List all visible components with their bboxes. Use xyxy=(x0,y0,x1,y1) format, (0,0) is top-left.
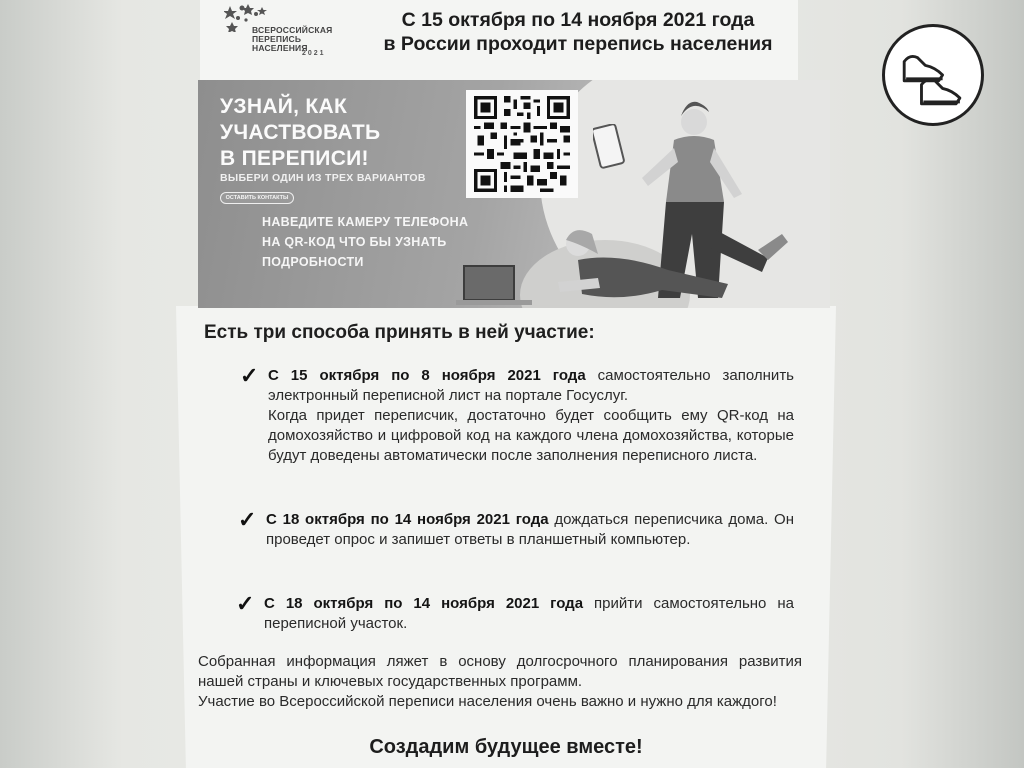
slogan: Создадим будущее вместе! xyxy=(369,736,643,758)
banner-title-line-2: УЧАСТВОВАТЬ xyxy=(220,121,381,144)
qr-code[interactable] xyxy=(466,90,578,198)
option-2-text xyxy=(266,510,794,550)
banner-title xyxy=(220,94,380,172)
option-2-description: дождаться переписчика дома. Он проведет опрос и запишет ответы в планшетный компьютер. xyxy=(266,511,794,548)
option-2-dates: С 18 октября по 14 ноября 2021 года xyxy=(266,511,549,528)
leave-contacts-button[interactable]: ОСТАВИТЬ КОНТАКТЫ xyxy=(220,192,294,204)
banner-title-line-3: В ПЕРЕПИСИ! xyxy=(220,147,369,170)
banner-subtitle: ВЫБЕРИ ОДИН ИЗ ТРЕХ ВАРИАНТОВ xyxy=(220,172,426,184)
checkmark-icon: ✓ xyxy=(240,363,259,388)
closing-line-2: Участие во Всероссийской переписи населения очень важно и нужно для каждого! xyxy=(198,693,777,710)
section-title: Есть три способа принять в ней участие: xyxy=(204,322,595,343)
camera-line-2: НА QR-КОД ЧТО БЫ УЗНАТЬ xyxy=(262,235,447,249)
camera-line-3: ПОДРОБНОСТИ xyxy=(262,255,364,269)
option-3-text xyxy=(264,594,794,634)
option-1 xyxy=(240,363,794,466)
sneakers-icon xyxy=(885,27,981,123)
option-1-description: самостоятельно заполнить электронный переписной лист на портале Госуслуг. xyxy=(268,367,794,404)
logo-line-1: ВСЕРОССИЙСКАЯ xyxy=(252,25,333,35)
logo-line-3: НАСЕЛЕНИЯ xyxy=(252,43,308,53)
logo-line-2: ПЕРЕПИСЬ xyxy=(252,34,302,44)
option-1-text xyxy=(268,366,794,406)
leaflet xyxy=(168,0,846,768)
banner xyxy=(198,80,830,308)
banner-title-line-1: УЗНАЙ, КАК xyxy=(220,95,348,118)
woman-illustration xyxy=(518,220,758,308)
laptop-illustration xyxy=(456,264,536,306)
header-title-line-1: С 15 октября по 14 ноября 2021 года xyxy=(401,9,755,31)
checkmark-icon: ✓ xyxy=(236,591,255,616)
logo-year: 2021 xyxy=(302,50,326,57)
option-1-dates: С 15 октября по 8 ноября 2021 года xyxy=(268,367,586,384)
option-3 xyxy=(236,591,794,634)
logo-text xyxy=(252,26,344,53)
closing-text xyxy=(198,652,802,712)
option-3-dates: С 18 октября по 14 ноября 2021 года xyxy=(264,595,584,612)
camera-line-1: НАВЕДИТЕ КАМЕРУ ТЕЛЕФОНА xyxy=(262,215,469,229)
header-title-line-2: в России проходит перепись населения xyxy=(383,33,773,55)
qr-code-icon xyxy=(472,96,572,192)
option-2 xyxy=(238,507,794,550)
checkmark-icon: ✓ xyxy=(238,507,257,532)
closing-line-1: Собранная информация ляжет в основу долгосрочного планирования развития нашей страны и ключевых государственных программ. xyxy=(198,653,802,690)
census-logo xyxy=(224,2,344,62)
watermark-badge xyxy=(882,24,984,126)
header-title xyxy=(358,8,798,56)
option-1-note: Когда придет переписчик, достаточно будет сообщить ему QR-код на домохозяйство и цифровой код на каждого члена домохозяйства, которые будут доведены автоматически после заполнения переписного листа. xyxy=(268,407,794,464)
option-3-description: прийти самостоятельно на переписной участок. xyxy=(264,595,794,632)
banner-camera-text xyxy=(262,212,468,272)
